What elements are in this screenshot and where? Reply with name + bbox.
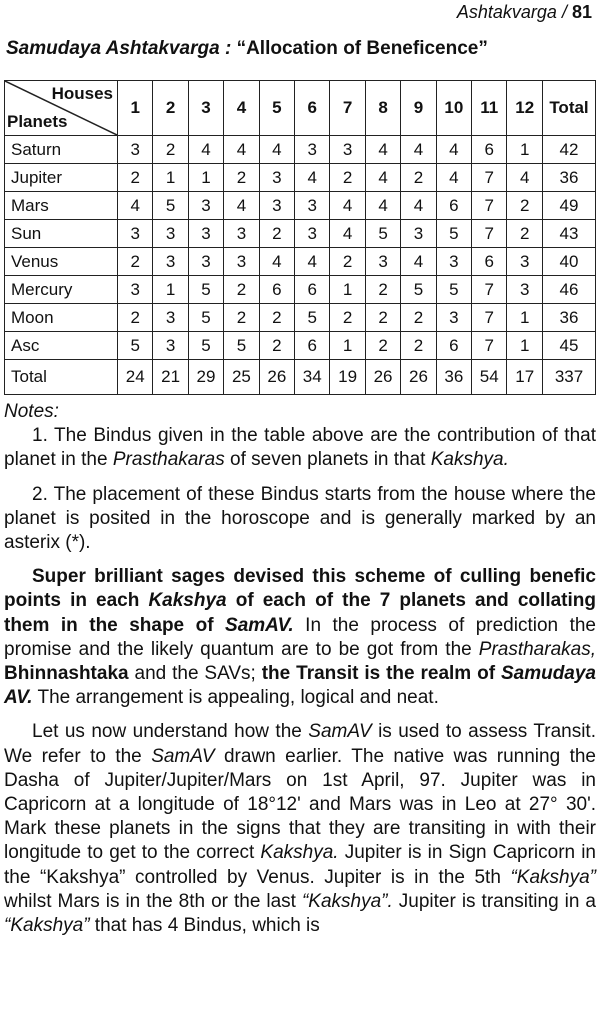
planet-name-cell: Total — [5, 360, 118, 395]
para3-seg: Super brilliant sages devised this scheme of culling benefic points in each — [4, 566, 596, 612]
para3-seg: Samudaya AV. — [4, 663, 596, 709]
bindu-cell: 7 — [472, 276, 507, 304]
paragraph-transit — [4, 720, 596, 938]
bindu-cell: 36 — [436, 360, 471, 395]
bindu-cell: 6 — [259, 276, 294, 304]
bindu-cell: 3 — [224, 248, 259, 276]
bindu-cell: 6 — [436, 332, 471, 360]
bindu-cell: 4 — [224, 136, 259, 164]
bindu-cell: 6 — [472, 248, 507, 276]
planet-name-cell: Venus — [5, 248, 118, 276]
bindu-cell: 1 — [153, 276, 188, 304]
bindu-cell: 3 — [188, 220, 223, 248]
bindu-cell: 4 — [401, 136, 436, 164]
bindu-cell: 2 — [259, 220, 294, 248]
bindu-cell: 3 — [153, 248, 188, 276]
bindu-cell: 4 — [188, 136, 223, 164]
bindu-cell: 337 — [543, 360, 596, 395]
bindu-cell: 7 — [472, 164, 507, 192]
bindu-cell: 4 — [118, 192, 153, 220]
table-row — [5, 136, 596, 164]
bindu-cell: 3 — [436, 304, 471, 332]
table-title-quoted: “Allocation of Beneficence” — [236, 38, 488, 59]
bindu-cell: 54 — [472, 360, 507, 395]
bindu-cell: 4 — [365, 192, 400, 220]
para4-seg: drawn earlier. The native was running the Dasha of Jupiter/Jupiter/Mars on 1st April, 97. Jupiter was in Capricorn at a longitude of 18°12' and Mars was in Leo at 27° 30'. Mark these planets in the signs that they are transiting in with their longitude to get to the correct — [4, 745, 596, 864]
bindu-cell: 2 — [224, 276, 259, 304]
column-header-house-11: 11 — [472, 81, 507, 136]
bindu-cell: 4 — [401, 192, 436, 220]
bindu-cell: 4 — [259, 136, 294, 164]
bindu-cell: 42 — [543, 136, 596, 164]
bindu-cell: 1 — [188, 164, 223, 192]
table-row — [5, 332, 596, 360]
note-1 — [4, 424, 596, 472]
planet-name-cell: Sun — [5, 220, 118, 248]
bindu-cell: 3 — [224, 220, 259, 248]
column-header-total: Total — [543, 81, 596, 136]
table-row — [5, 304, 596, 332]
bindu-cell: 1 — [507, 332, 543, 360]
para3-seg: In the process of prediction the promise and the likely quantum are to be got from the — [4, 614, 596, 660]
note-2: 2. The placement of these Bindus starts from the house where the planet is posited in the horoscope and is generally marked by an asterix (*). — [4, 483, 596, 554]
bindu-cell: 4 — [224, 192, 259, 220]
bindu-cell: 3 — [259, 164, 294, 192]
bindu-cell: 43 — [543, 220, 596, 248]
bindu-cell: 6 — [295, 276, 330, 304]
table-row — [5, 360, 596, 395]
bindu-cell: 4 — [330, 220, 365, 248]
bindu-cell: 3 — [295, 136, 330, 164]
planet-name-cell: Mercury — [5, 276, 118, 304]
bindu-cell: 2 — [401, 304, 436, 332]
bindu-cell: 4 — [295, 164, 330, 192]
bindu-cell: 3 — [153, 304, 188, 332]
notes-heading: Notes: — [4, 401, 59, 422]
bindu-cell: 3 — [153, 220, 188, 248]
bindu-cell: 6 — [436, 192, 471, 220]
column-header-house-8: 8 — [365, 81, 400, 136]
bindu-cell: 3 — [118, 276, 153, 304]
bindu-cell: 1 — [330, 332, 365, 360]
bindu-cell: 4 — [259, 248, 294, 276]
para3-seg: the Transit is the realm of — [261, 663, 501, 685]
bindu-cell: 4 — [295, 248, 330, 276]
bindu-cell: 7 — [472, 304, 507, 332]
column-header-house-12: 12 — [507, 81, 543, 136]
table-title-italic: Samudaya Ashtakvarga : — [6, 38, 232, 59]
body-text — [4, 400, 596, 938]
bindu-cell: 2 — [507, 220, 543, 248]
bindu-cell: 5 — [295, 304, 330, 332]
bindu-cell: 2 — [365, 332, 400, 360]
bindu-cell: 3 — [118, 220, 153, 248]
bindu-cell: 4 — [330, 192, 365, 220]
bindu-cell: 26 — [365, 360, 400, 395]
para4-seg: Let us now understand how the — [32, 721, 309, 743]
bindu-cell: 26 — [259, 360, 294, 395]
column-header-house-1: 1 — [118, 81, 153, 136]
bindu-cell: 40 — [543, 248, 596, 276]
para3-seg: Bhinnashtaka — [4, 663, 129, 685]
para3-seg: The arrangement is appealing, logical and neat. — [32, 687, 439, 709]
bindu-cell: 2 — [365, 276, 400, 304]
bindu-cell: 2 — [118, 164, 153, 192]
bindu-cell: 46 — [543, 276, 596, 304]
bindu-cell: 2 — [401, 332, 436, 360]
column-header-house-7: 7 — [330, 81, 365, 136]
para4-seg: Jupiter is in Sign Capricorn in the “Kakshya” controlled by Venus. Jupiter is in the 5th — [4, 842, 596, 888]
para4-seg: Jupiter is transiting in a — [392, 890, 596, 912]
bindu-cell: 34 — [295, 360, 330, 395]
bindu-cell: 26 — [401, 360, 436, 395]
para3-seg: SamAV. — [225, 614, 294, 636]
bindu-cell: 4 — [365, 164, 400, 192]
bindu-cell: 4 — [401, 248, 436, 276]
bindu-cell: 1 — [330, 276, 365, 304]
bindu-cell: 2 — [118, 248, 153, 276]
paragraph-sages — [4, 565, 596, 710]
bindu-cell: 2 — [401, 164, 436, 192]
bindu-cell: 5 — [401, 276, 436, 304]
bindu-cell: 24 — [118, 360, 153, 395]
para4-seg: “Kakshya” — [4, 915, 90, 937]
bindu-cell: 5 — [436, 276, 471, 304]
bindu-cell: 3 — [507, 276, 543, 304]
bindu-cell: 2 — [118, 304, 153, 332]
note-1-kakshya: Kakshya. — [430, 449, 509, 471]
note-1-term: Prasthakaras — [112, 449, 225, 471]
bindu-cell: 3 — [118, 136, 153, 164]
planet-name-cell: Moon — [5, 304, 118, 332]
bindu-cell: 17 — [507, 360, 543, 395]
bindu-cell: 4 — [365, 136, 400, 164]
bindu-cell: 3 — [188, 248, 223, 276]
bindu-cell: 5 — [188, 276, 223, 304]
para3-seg: Kakshya — [148, 590, 227, 612]
table-body — [5, 136, 596, 395]
table-row — [5, 248, 596, 276]
page-number: 81 — [571, 2, 592, 22]
bindu-cell: 1 — [507, 304, 543, 332]
table-row — [5, 164, 596, 192]
column-header-house-6: 6 — [295, 81, 330, 136]
bindu-cell: 3 — [188, 192, 223, 220]
planet-name-cell: Mars — [5, 192, 118, 220]
column-header-house-5: 5 — [259, 81, 294, 136]
bindu-cell: 7 — [472, 220, 507, 248]
table-row — [5, 192, 596, 220]
bindu-cell: 2 — [365, 304, 400, 332]
running-head-separator: / — [561, 2, 567, 22]
planet-name-cell: Asc — [5, 332, 118, 360]
bindu-cell: 7 — [472, 192, 507, 220]
para3-seg: Prastharakas, — [478, 638, 596, 660]
bindu-cell: 2 — [259, 332, 294, 360]
note-1-text-a: 1. The Bindus given in the table above are the contribution of that planet in the — [4, 425, 596, 471]
para4-seg: “Kakshya”. — [301, 890, 393, 912]
bindu-cell: 36 — [543, 164, 596, 192]
bindu-cell: 19 — [330, 360, 365, 395]
bindu-cell: 2 — [153, 136, 188, 164]
para4-seg: Kakshya. — [260, 842, 339, 864]
bindu-cell: 5 — [118, 332, 153, 360]
para4-seg: SamAV — [151, 745, 215, 767]
column-header-house-9: 9 — [401, 81, 436, 136]
bindu-cell: 2 — [330, 164, 365, 192]
bindu-cell: 1 — [153, 164, 188, 192]
column-header-house-2: 2 — [153, 81, 188, 136]
para4-seg: “Kakshya” — [510, 866, 596, 888]
para4-seg: SamAV — [308, 721, 372, 743]
bindu-cell: 3 — [295, 192, 330, 220]
bindu-cell: 5 — [436, 220, 471, 248]
corner-houses-label: Houses — [51, 84, 113, 103]
bindu-cell: 3 — [330, 136, 365, 164]
planet-name-cell: Saturn — [5, 136, 118, 164]
corner-planets-label: Planets — [7, 112, 68, 131]
table-header-row — [5, 81, 596, 136]
bindu-cell: 5 — [153, 192, 188, 220]
para4-seg: that has 4 Bindus, which is — [89, 915, 320, 937]
planet-name-cell: Jupiter — [5, 164, 118, 192]
running-head — [457, 2, 592, 23]
bindu-cell: 2 — [507, 192, 543, 220]
bindu-cell: 2 — [330, 304, 365, 332]
bindu-cell: 4 — [436, 136, 471, 164]
bindu-cell: 7 — [472, 332, 507, 360]
bindu-cell: 5 — [365, 220, 400, 248]
bindu-cell: 6 — [472, 136, 507, 164]
column-header-house-10: 10 — [436, 81, 471, 136]
bindu-cell: 45 — [543, 332, 596, 360]
bindu-cell: 2 — [330, 248, 365, 276]
bindu-cell: 29 — [188, 360, 223, 395]
column-header-house-3: 3 — [188, 81, 223, 136]
bindu-cell: 3 — [365, 248, 400, 276]
bindu-cell: 5 — [188, 304, 223, 332]
bindu-cell: 21 — [153, 360, 188, 395]
bindu-cell: 4 — [507, 164, 543, 192]
bindu-cell: 36 — [543, 304, 596, 332]
table-row — [5, 276, 596, 304]
samudaya-table — [4, 80, 596, 395]
bindu-cell: 2 — [259, 304, 294, 332]
bindu-cell: 3 — [259, 192, 294, 220]
bindu-cell: 3 — [401, 220, 436, 248]
column-header-house-4: 4 — [224, 81, 259, 136]
bindu-cell: 3 — [507, 248, 543, 276]
bindu-cell: 2 — [224, 164, 259, 192]
para4-seg: whilst Mars is in the 8th or the last — [4, 890, 302, 912]
table-row — [5, 220, 596, 248]
bindu-cell: 5 — [188, 332, 223, 360]
bindu-cell: 3 — [153, 332, 188, 360]
bindu-cell: 5 — [224, 332, 259, 360]
para4-seg: is used to assess Transit. We refer to the — [4, 721, 596, 767]
para3-seg: and the SAVs; — [128, 663, 262, 685]
bindu-cell: 6 — [295, 332, 330, 360]
running-head-title: Ashtakvarga — [456, 2, 557, 22]
bindu-cell: 2 — [224, 304, 259, 332]
note-1-text-c: of seven planets in that — [224, 449, 431, 471]
bindu-cell: 4 — [436, 164, 471, 192]
bindu-cell: 1 — [507, 136, 543, 164]
bindu-cell: 25 — [224, 360, 259, 395]
table-title — [6, 38, 488, 60]
bindu-cell: 3 — [295, 220, 330, 248]
table-corner-cell — [5, 81, 118, 136]
bindu-cell: 49 — [543, 192, 596, 220]
bindu-cell: 3 — [436, 248, 471, 276]
para3-seg: of each of the 7 planets and collating them in the shape of — [4, 590, 596, 636]
